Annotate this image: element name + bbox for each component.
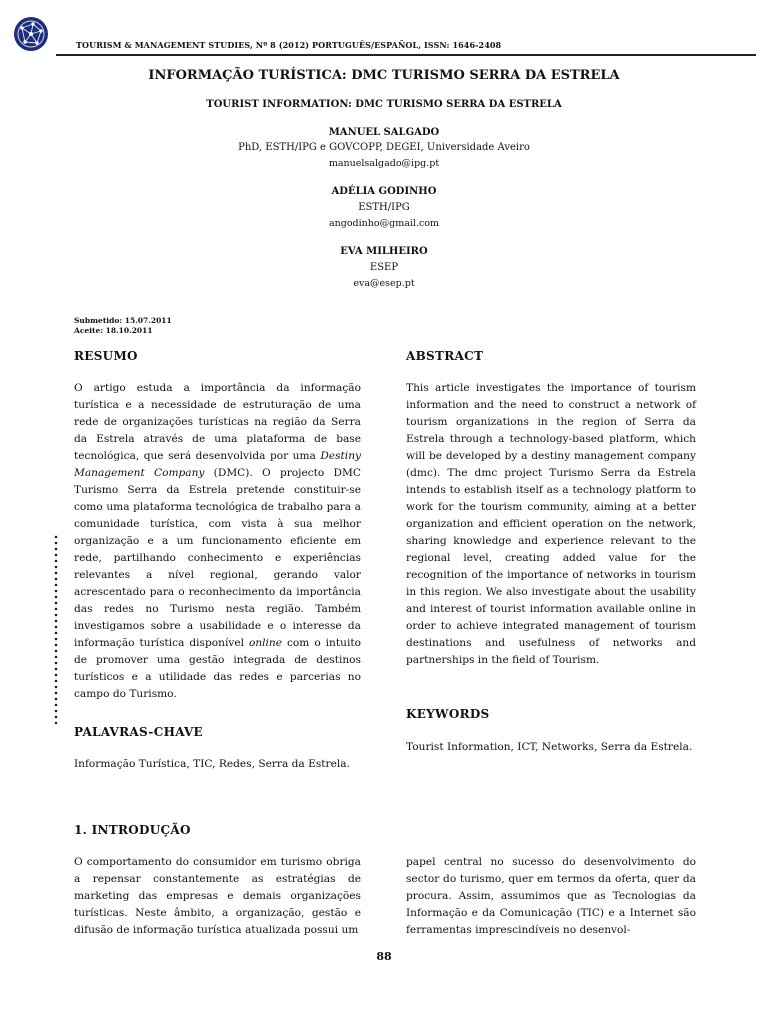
abstract-text: This article investigates the importance of tourism information and the need to construct a network of tourism organizations in the region of Serra da Estrela through a technology-based platform, which will be developed by a destiny management company (dmc). The dmc project Turismo Serra da Estrela intends to establish itself as a technology platform to work for the tourism community, aiming at a better organization and efficient operation on the network, sharing knowledge and experience relevant to the regional level, creating added value for the recognition of the importance of networks in tourism in this region. We also investigate about the usability and interest of tourist information available online in order to achieve integrated management of tourism destinations and usefulness of networks and partnerships in the field of Tourism. (406, 382, 696, 666)
keywords-heading: KEYWORDS (406, 707, 490, 721)
author-name: MANUEL SALGADO (328, 127, 440, 138)
palavras-chave-heading: PALAVRAS-CHAVE (74, 725, 203, 739)
palavras-chave-text: Informação Turística, TIC, Redes, Serra da Estrela. (74, 758, 350, 770)
author-email: eva@esep.pt (353, 278, 415, 289)
resumo-text: O artigo estuda a importância da informação turística e a necessidade de estruturação de uma rede de organizações turísticas na região da Serra da Estrela através de uma plataforma de base tecnológica, que será desenvolvida por uma Destiny Management Company (DMC). O projecto DMC Turismo Serra da Estrela pretende constituir-se como uma plataforma tecnológica de trabalho para a comunidade turística, com vista à sua melhor organização e a um funcionamento eficiente em rede, partilhando conhecimento e experiências relevantes a nível regional, gerando valor acrescentado para o reconhecimento da importância das redes no Turismo nesta região. Também investigamos sobre a usabilidade e o interesse da informação turística disponível online com o intuito de promover uma gestão integrada de destinos turísticos e a utilidade das redes e parcerias no campo do Turismo. (74, 382, 361, 700)
author-name: EVA MILHEIRO (340, 246, 428, 257)
introducao-heading: 1. INTRODUÇÃO (74, 823, 191, 837)
globe-network-icon (13, 16, 49, 52)
abstract-heading: ABSTRACT (406, 349, 484, 363)
accepted-date: Aceite: 18.10.2011 (74, 326, 153, 335)
italic-term: Destiny Management Company (74, 450, 361, 479)
author-affiliation: PhD, ESTH/IPG e GOVCOPP, DEGEI, Universidade Aveiro (238, 142, 530, 153)
introducao-text-left: O comportamento do consumidor em turismo obriga a repensar constantemente as estratégias de marketing das empresas e demais organizações turísticas. Neste âmbito, a organização, gestão e difusão de informação turística atualizada possui um (74, 856, 361, 936)
italic-term: online (248, 637, 283, 649)
paper-title-english: TOURIST INFORMATION: DMC TURISMO SERRA DA ESTRELA (206, 99, 562, 110)
author-email: angodinho@gmail.com (328, 218, 440, 229)
dotted-margin-rule (54, 534, 58, 724)
keywords-text: Tourist Information, ICT, Networks, Serra da Estrela. (406, 741, 693, 753)
author-email: manuelsalgado@ipg.pt (328, 158, 440, 169)
author-name: ADÉLIA GODINHO (331, 186, 437, 197)
header-rule (56, 54, 756, 56)
resumo-heading: RESUMO (74, 349, 138, 363)
page-number: 88 (376, 950, 392, 963)
submission-dates (74, 316, 172, 336)
author-affiliation: ESTH/IPG (358, 202, 410, 213)
journal-header: TOURISM & MANAGEMENT STUDIES, Nº 8 (2012) PORTUGUÊS/ESPAÑOL, ISSN: 1646-2408 (76, 40, 502, 50)
introducao-text-right: papel central no sucesso do desenvolvimento do sector do turismo, quer em termos da oferta, quer da procura. Assim, assumimos que as Tecnologias da Informação e da Comunicação (TIC) e a Internet são ferramentas imprescindíveis no desenvol- (406, 856, 696, 936)
submitted-date: Submetido: 15.07.2011 (74, 316, 172, 325)
author-affiliation: ESEP (369, 262, 399, 273)
paper-title: INFORMAÇÃO TURÍSTICA: DMC TURISMO SERRA DA ESTRELA (148, 68, 620, 83)
